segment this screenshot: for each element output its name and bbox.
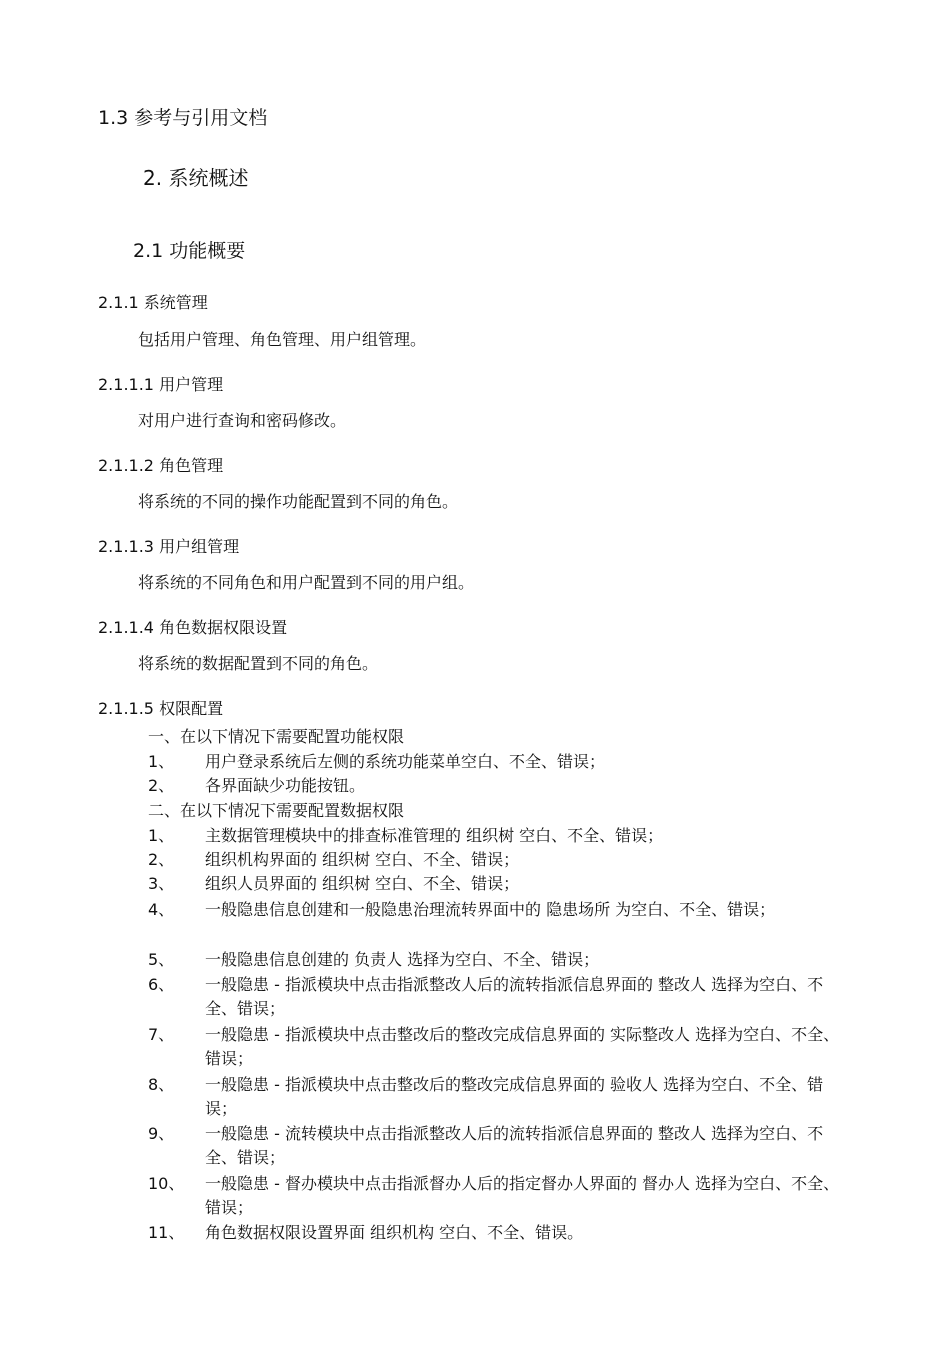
list-item-text: 一般隐患信息创建和一般隐患治理流转界面中的 隐患场所 为空白、不全、错误； [205,900,776,919]
list-item-number: 2、 [148,850,175,869]
list-item-number: 2、 [148,776,175,795]
list-item-text: 组织人员界面的 组织树 空白、不全、错误； [205,874,520,893]
heading-2-1: 2.1 功能概要 [133,240,246,262]
list-item-number: 6、 [148,975,175,994]
list-item-number: 1、 [148,752,175,771]
paragraph-2-1-1-4: 将系统的数据配置到不同的角色。 [138,654,379,673]
heading-2-1-1-5: 2.1.1.5 权限配置 [98,699,224,718]
paragraph-2-1-1-2: 将系统的不同的操作功能配置到不同的角色。 [138,492,459,511]
list-item-number: 3、 [148,874,175,893]
heading-2-1-1-2: 2.1.1.2 角色管理 [98,456,224,475]
heading-1-3: 1.3 参考与引用文档 [98,107,268,129]
heading-2-1-1: 2.1.1 系统管理 [98,293,208,312]
data-permission-intro: 二、在以下情况下需要配置数据权限 [148,801,405,820]
paragraph-2-1-1-1: 对用户进行查询和密码修改。 [138,411,347,430]
list-item-number: 4、 [148,900,175,919]
list-item-text: 一般隐患信息创建的 负责人 选择为空白、不全、错误； [205,950,600,969]
list-item-text: 用户登录系统后左侧的系统功能菜单空白、不全、错误； [205,752,606,771]
list-item-number: 9、 [148,1124,175,1143]
paragraph-2-1-1-3: 将系统的不同角色和用户配置到不同的用户组。 [138,573,475,592]
list-item-text: 一般隐患 - 指派模块中点击指派整改人后的流转指派信息界面的 整改人 选择为空白、不全、错误； [205,975,824,1018]
list-item-number: 11、 [148,1223,185,1242]
list-item-number: 1、 [148,826,175,845]
list-item-text: 一般隐患 - 督办模块中点击指派督办人后的指定督办人界面的 督办人 选择为空白、不全、错误； [205,1174,840,1217]
heading-2-1-1-3: 2.1.1.3 用户组管理 [98,537,240,556]
heading-2-1-1-1: 2.1.1.1 用户管理 [98,375,224,394]
function-permission-intro: 一、在以下情况下需要配置功能权限 [148,727,405,746]
heading-2: 2. 系统概述 [143,166,249,190]
list-item-text: 主数据管理模块中的排查标准管理的 组织树 空白、不全、错误； [205,826,664,845]
heading-2-1-1-4: 2.1.1.4 角色数据权限设置 [98,618,288,637]
list-item-text: 一般隐患 - 流转模块中点击指派整改人后的流转指派信息界面的 整改人 选择为空白、不全、错误； [205,1124,824,1167]
list-item-text: 组织机构界面的 组织树 空白、不全、错误； [205,850,520,869]
list-item-number: 8、 [148,1075,175,1094]
list-item-text: 各界面缺少功能按钮。 [205,776,366,795]
list-item-text: 一般隐患 - 指派模块中点击整改后的整改完成信息界面的 实际整改人 选择为空白、不全、错误； [205,1025,840,1068]
list-item-number: 5、 [148,950,175,969]
list-item-text: 角色数据权限设置界面 组织机构 空白、不全、错误。 [205,1223,584,1242]
list-item-number: 7、 [148,1025,175,1044]
paragraph-2-1-1: 包括用户管理、角色管理、用户组管理。 [138,330,427,349]
list-item-text: 一般隐患 - 指派模块中点击整改后的整改完成信息界面的 验收人 选择为空白、不全、错误； [205,1075,824,1118]
list-item-number: 10、 [148,1174,185,1193]
